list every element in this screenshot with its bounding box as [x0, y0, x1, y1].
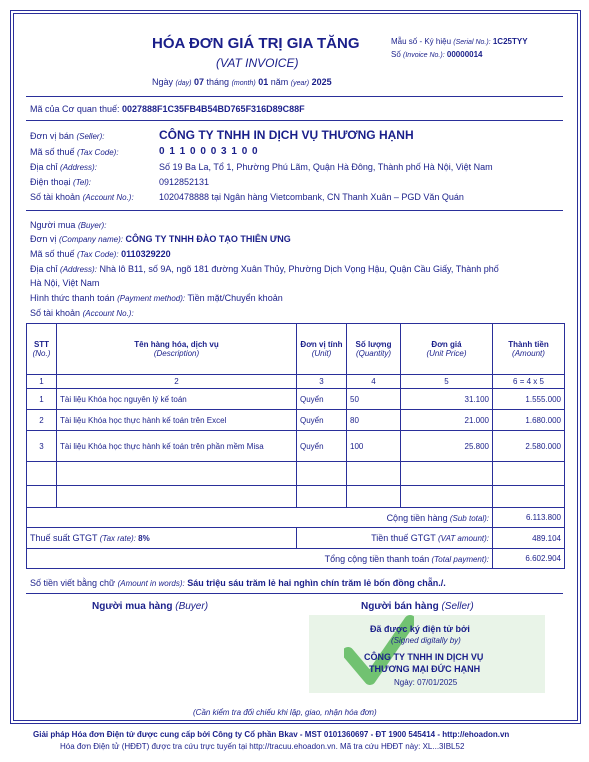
- tax-authority-code: 0027888F1C35FB4B54BD765F316D89C88F: [121, 104, 305, 114]
- index-cell: 1: [27, 375, 57, 389]
- seller-tax-label: Mã số thuế (Tax Code):: [30, 147, 119, 157]
- seller-tax-code: 0 1 1 0 0 0 3 1 0 0: [159, 146, 259, 157]
- date-year-en: (year): [290, 80, 310, 87]
- date-month: 01: [258, 77, 269, 87]
- divider: [26, 96, 563, 97]
- col-header: Tên hàng hóa, dịch vụ (Description): [57, 324, 297, 375]
- table-row: 3 Tài liệu Khóa học thực hành kế toán trên phần mềm Misa Quyển 100 25.800 2.580.000: [27, 431, 565, 462]
- index-cell: 4: [347, 375, 401, 389]
- invoice-no-value: 00000014: [446, 50, 483, 59]
- signer-line-2: THƯƠNG MẠI ĐỨC HẠNH: [369, 664, 481, 674]
- date-month-en: (month): [231, 80, 256, 87]
- amount-in-words-value: Sáu triệu sáu trăm lẻ hai nghìn chín trăm lẻ bốn đồng chẵn./.: [187, 578, 446, 588]
- vat-row: [27, 528, 565, 549]
- buyer-payment-line: Hình thức thanh toán (Payment method): Tiền mặt/Chuyển khoản: [30, 293, 283, 303]
- table-row: 1 Tài liệu Khóa học nguyên lý kế toán Quyển 50 31.100 1.555.000: [27, 389, 565, 410]
- seller-signature-label: Người bán hàng (Seller): [361, 601, 474, 612]
- serial-line: [391, 37, 528, 46]
- date-day: 07: [194, 77, 205, 87]
- buyer-address-1: Nhà lô B11, số 9A, ngõ 181 đường Xuân Thủy, Phường Dịch Vọng Hậu, Quận Cầu Giấy, Thành phố: [99, 264, 499, 274]
- buyer-account-line: Số tài khoản (Account No.):: [30, 308, 134, 318]
- tax-authority-line: [30, 104, 305, 114]
- seller-account-label: Số tài khoản (Account No.):: [30, 192, 134, 202]
- col-header: Thành tiền (Amount): [493, 324, 565, 375]
- footer-line-2: Hóa đơn Điện tử (HĐĐT) được tra cứu trực tuyến tại http://tracuu.ehoadon.vn. Mã tra cứu HĐĐT này: XL...3IBL52: [60, 742, 465, 751]
- seller-account: 1020478888 tại Ngân hàng Vietcombank, CN Thanh Xuân – PGD Văn Quán: [159, 192, 464, 202]
- serial-label: Mẫu số - Ký hiệu: [391, 37, 452, 46]
- col-header: Đơn vị tính (Unit): [297, 324, 347, 375]
- buyer-payment: Tiền mặt/Chuyển khoản: [187, 293, 283, 303]
- col-header: STT (No.): [27, 324, 57, 375]
- buyer-address-2: Hà Nội, Việt Nam: [30, 278, 100, 288]
- table-row: 2 Tài liệu Khóa học thực hành kế toán trên Excel Quyển 80 21.000 1.680.000: [27, 410, 565, 431]
- vat-amount-label: Tiền thuế GTGT (VAT amount):: [297, 528, 493, 549]
- index-row: [27, 375, 565, 389]
- signed-by-label: Đã được ký điện tử bởi: [370, 624, 470, 634]
- seller-address-label: Địa chỉ (Address):: [30, 162, 97, 172]
- buyer-address-line: Địa chỉ (Address): Nhà lô B11, số 9A, ngõ 181 đường Xuân Thủy, Phường Dịch Vọng Hậu, Quận Cầu Giấy, Thành phố: [30, 264, 499, 274]
- index-cell: 6 = 4 x 5: [493, 375, 565, 389]
- amount-in-words: Số tiền viết bằng chữ (Amount in words): Sáu triệu sáu trăm lẻ hai nghìn chín trăm lẻ bốn đồng chẵn./.: [30, 578, 446, 588]
- seller-name-label: Đơn vị bán (Seller):: [30, 131, 105, 141]
- subtotal-label: Cộng tiền hàng (Sub total):: [27, 508, 493, 528]
- buyer-tax-line: Mã số thuế (Tax Code): 0110329220: [30, 249, 171, 259]
- footer-note: (Cần kiểm tra đối chiếu khi lập, giao, nhận hóa đơn): [193, 708, 377, 717]
- items-table: [26, 323, 565, 569]
- divider: [26, 210, 563, 211]
- buyer-company: CÔNG TY TNHH ĐÀO TẠO THIÊN ƯNG: [125, 234, 291, 244]
- divider: [26, 593, 563, 594]
- signed-date: Ngày: 07/01/2025: [394, 678, 458, 687]
- date-day-label: Ngày: [152, 77, 174, 87]
- seller-phone-label: Điện thoại (Tel):: [30, 177, 91, 187]
- tax-authority-label: Mã của Cơ quan thuế:: [30, 104, 120, 114]
- subtotal-row: [27, 508, 565, 528]
- invoice-no-line: [391, 50, 482, 59]
- empty-row: [27, 486, 565, 508]
- index-cell: 2: [57, 375, 297, 389]
- col-header: Đơn giá (Unit Price): [401, 324, 493, 375]
- index-cell: 3: [297, 375, 347, 389]
- invoice-date: [152, 77, 332, 87]
- seller-name: CÔNG TY TNHH IN DỊCH VỤ THƯƠNG HẠNH: [159, 128, 414, 142]
- buyer-tax: 0110329220: [121, 249, 171, 259]
- seller-address: Số 19 Ba La, Tổ 1, Phường Phú Lãm, Quận Hà Đông, Thành phố Hà Nội, Việt Nam: [159, 162, 493, 172]
- signed-by-en: (Signed digitally by): [391, 636, 461, 645]
- buyer-company-line: Đơn vị (Company name): CÔNG TY TNHH ĐÀO TẠO THIÊN ƯNG: [30, 234, 291, 244]
- serial-en: (Serial No.):: [453, 39, 491, 46]
- divider: [26, 120, 563, 121]
- footer-line-1: Giải pháp Hóa đơn Điện tử được cung cấp bởi Công ty Cổ phần Bkav - MST 0101360697 - ĐT 1900 545414 - http://ehoadon.vn: [33, 730, 510, 739]
- serial-value: 1C25TYY: [492, 37, 528, 46]
- date-year: 2025: [311, 77, 332, 87]
- invoice-title: HÓA ĐƠN GIÁ TRỊ GIA TĂNG: [152, 35, 360, 52]
- date-day-en: (day): [175, 80, 192, 87]
- table-header-row: [27, 324, 565, 375]
- subtotal-value: 6.113.800: [493, 508, 565, 528]
- empty-row: [27, 462, 565, 486]
- col-header: Số lượng (Quantity): [347, 324, 401, 375]
- invoice-no-en: (Invoice No.):: [403, 52, 445, 59]
- seller-phone: 0912852131: [159, 177, 210, 187]
- total-row: [27, 549, 565, 569]
- buyer-label: Người mua (Buyer):: [30, 220, 107, 230]
- signer-line-1: CÔNG TY TNHH IN DỊCH VỤ: [364, 652, 484, 662]
- date-year-label: năm: [270, 77, 289, 87]
- buyer-signature-label: Người mua hàng (Buyer): [92, 601, 209, 612]
- vat-amount-value: 489.104: [493, 528, 565, 549]
- total-value: 6.602.904: [493, 549, 565, 569]
- invoice-no-label: Số: [391, 50, 401, 59]
- invoice-subtitle: (VAT INVOICE): [216, 56, 299, 70]
- index-cell: 5: [401, 375, 493, 389]
- total-label: Tổng cộng tiền thanh toán (Total payment):: [27, 549, 493, 569]
- date-month-label: tháng: [206, 77, 230, 87]
- vat-rate-cell: Thuế suất GTGT (Tax rate): 8%: [27, 528, 297, 549]
